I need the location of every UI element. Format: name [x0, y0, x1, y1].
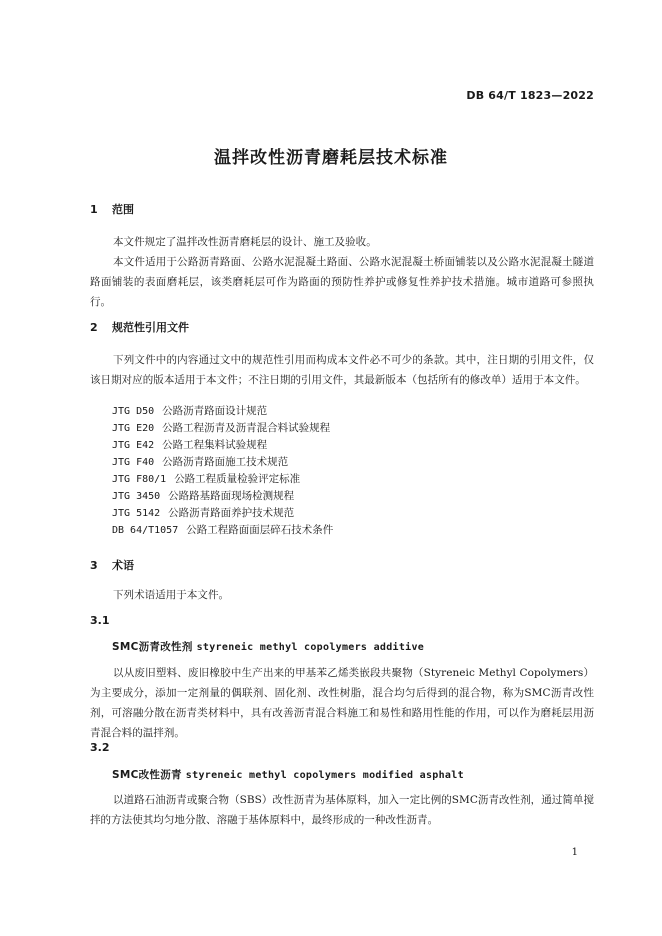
- reference-item: [112, 454, 288, 471]
- reference-code: JTG D50: [112, 406, 155, 417]
- section-1-heading: [90, 201, 134, 217]
- reference-item: [112, 505, 294, 522]
- reference-name: 公路沥青路面养护技术规范: [168, 507, 295, 519]
- section-2-heading: [90, 319, 189, 335]
- reference-item: [112, 522, 333, 539]
- subsection-number: 3.1: [90, 614, 110, 627]
- reference-item: [112, 403, 267, 420]
- reference-name: 公路工程质量检验评定标准: [174, 473, 301, 485]
- paragraph: 本文件规定了温拌改性沥青磨耗层的设计、施工及验收。: [113, 236, 377, 248]
- document-title: 温拌改性沥青磨耗层技术标准: [214, 148, 448, 168]
- reference-code: DB 64/T1057: [112, 525, 179, 536]
- term-definition: 以从废旧塑料、废旧橡胶中生产出来的甲基苯乙烯类嵌段共聚物（Styreneic Methyl Copolymers）为主要成分，添加一定剂量的偶联剂、固化剂、改性树脂，混合均匀后得到的混合物，称为SMC沥青改性剂，可溶融分散在沥青类材料中，具有改善沥青混合料施工和易性和路用性能的作用，可以作为磨耗层用沥青混合料的温拌剂。: [90, 667, 594, 739]
- term-name-en: styreneic methyl copolymers modified asphalt: [185, 770, 464, 781]
- term-name-cn: SMC沥青改性剂: [112, 641, 193, 653]
- section-title: 术语: [112, 559, 134, 572]
- reference-code: JTG 5142: [112, 508, 161, 519]
- reference-name: 公路沥青路面施工技术规范: [162, 456, 289, 468]
- reference-code: JTG E42: [112, 440, 155, 451]
- reference-code: JTG E20: [112, 423, 155, 434]
- section-number: 2: [90, 321, 98, 334]
- reference-item: [112, 488, 294, 505]
- reference-name: 公路工程路面面层碎石技术条件: [186, 524, 334, 536]
- reference-code: JTG 3450: [112, 491, 161, 502]
- reference-name: 公路沥青路面设计规范: [162, 405, 268, 417]
- paragraph: 下列文件中的内容通过文中的规范性引用而构成本文件必不可少的条款。其中，注日期的引用文件，仅该日期对应的版本适用于本文件；不注日期的引用文件，其最新版本（包括所有的修改单）适用于本文件。: [90, 354, 594, 386]
- paragraph: 下列术语适用于本文件。: [113, 589, 230, 601]
- page-number: 1: [571, 847, 578, 858]
- reference-item: [112, 420, 330, 437]
- section-number: 3: [90, 559, 98, 572]
- term-heading: [112, 639, 424, 654]
- term-name-cn: SMC改性沥青: [112, 769, 182, 781]
- reference-code: JTG F40: [112, 457, 155, 468]
- reference-name: 公路工程集料试验规程: [162, 439, 268, 451]
- term-name-en: styreneic methyl copolymers additive: [196, 642, 425, 653]
- reference-item: [112, 437, 267, 454]
- subsection-number: 3.2: [90, 741, 110, 754]
- paragraph: 本文件适用于公路沥青路面、公路水泥混凝土路面、公路水泥混凝土桥面铺装以及公路水泥混凝土隧道路面铺装的表面磨耗层，该类磨耗层可作为路面的预防性养护或修复性养护技术措施。城市道路可参照执行。: [90, 256, 594, 308]
- term-definition: 以道路石油沥青或聚合物（SBS）改性沥青为基体原料，加入一定比例的SMC沥青改性剂，通过简单搅拌的方法使其均匀地分散、溶融于基体原料中，最终形成的一种改性沥青。: [90, 794, 594, 826]
- reference-name: 公路工程沥青及沥青混合料试验规程: [162, 422, 331, 434]
- reference-item: [112, 471, 300, 488]
- section-3-heading: [90, 557, 134, 573]
- section-title: 规范性引用文件: [112, 321, 189, 334]
- term-heading: [112, 767, 464, 782]
- reference-code: JTG F80/1: [112, 474, 167, 485]
- section-number: 1: [90, 203, 98, 216]
- standard-code: DB 64/T 1823—2022: [466, 89, 594, 102]
- section-title: 范围: [112, 203, 134, 216]
- reference-name: 公路路基路面现场检测规程: [168, 490, 295, 502]
